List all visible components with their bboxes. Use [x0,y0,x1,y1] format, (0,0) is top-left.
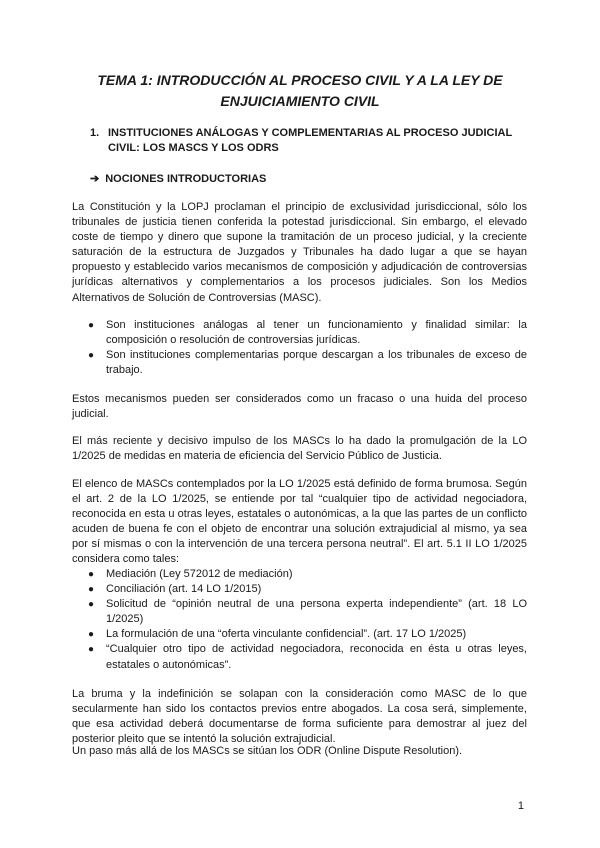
list-item: ● Mediación (Ley 572012 de mediación) [72,567,527,582]
paragraph-elenco: El elenco de MASCs contemplados por la LO 1/2025 está definido de forma brumosa. Según el art. 2 de la LO 1/2025, se entiende por tal “cualquier tipo de actividad negociadora, reconocida en esta u otras leyes, estatales o autonómicas, a la que las partes de un conflicto acuden de buena fe con el objeto de encontrar una solución extrajudicial al mismo, ya sea por sí mismas o con la intervención de una tercera persona neutral”. El art. 5.1 II LO 1/2025 considera como tales: [72,478,527,566]
list-item: ● Son instituciones complementarias porque descargan a los tribunales de exceso de trabajo. [88,349,527,377]
section-heading [90,126,540,156]
paragraph-bruma: La bruma y la indefinición se solapan con la consideración como MASC de lo que secularmente han sido los contactos previos entre abogados. La cosa será, simplemente, que esa actividad deberá documentarse de forma suficiente para demostrar al juez del posterior pleito que se intentó la solución extrajudicial. [72,688,527,746]
paragraph-failure: Estos mecanismos pueden ser considerados como un fracaso o una huida del proceso judicial. [72,393,527,421]
page-number: 1 [517,800,524,812]
list-item: ● Solicitud de “opinión neutral de una persona experta independiente” (art. 18 LO 1/2025) [88,598,527,626]
section-number: 1. [90,127,100,139]
bullet-icon: ● [88,350,95,362]
section-title: INSTITUCIONES ANÁLOGAS Y COMPLEMENTARIAS AL PROCESO JUDICIAL CIVIL: LOS MASCS Y LOS ODRS [108,127,512,154]
subsection-title: NOCIONES INTRODUCTORIAS [105,173,267,185]
paragraph-impulse: El más reciente y decisivo impulso de los MASCs lo ha dado la promulgación de la LO 1/2025 de medidas en materia de eficiencia del Servicio Público de Justicia. [72,435,527,463]
bullet-icon: ● [88,644,95,656]
bullet-list-masc-types [72,567,527,673]
bullet-icon: ● [88,569,95,580]
bullet-icon: ● [88,320,95,331]
bullet-icon: ● [88,584,95,596]
bullet-icon: ● [88,629,95,641]
subsection-heading [90,172,266,187]
list-item: ● “Cualquier otro tipo de actividad negociadora, reconocida en ésta u otras leyes, estatales o autonómicas”. [88,643,527,671]
arrow-right-icon: ➔ [90,173,100,185]
list-item: ● La formulación de una “oferta vinculante confidencial”. (art. 17 LO 1/2025) [72,627,527,642]
paragraph-odr: Un paso más allá de los MASCs se sitúan los ODR (Online Dispute Resolution). [72,745,463,757]
bullet-list-institutions [72,318,527,378]
paragraph-intro: La Constitución y la LOPJ proclaman el principio de exclusividad jurisdiccional, sólo los tribunales de justicia tienen conferida la potestad jurisdiccional. Sin embargo, el elevado coste de tiempo y dinero que supone la tramitación de un proceso judicial, y la creciente saturación de la estructura de Juzgados y Tribunales ha dado lugar a que se hayan propuesto y establecido varios mecanismos de composición y adjudicación de controversias jurídicas alternativos y complementarios a los procesos judiciales. Son los Medios Alternativos de Solución de Controversias (MASC). [72,201,527,304]
list-item: ● Conciliación (art. 14 LO 1/2015) [72,582,527,597]
bullet-icon: ● [88,599,95,611]
page-title: TEMA 1: INTRODUCCIÓN AL PROCESO CIVIL Y A LA LEY DE ENJUICIAMIENTO CIVIL [97,72,503,109]
list-item: ● Son instituciones análogas al tener un funcionamiento y finalidad similar: la composición o resolución de controversias jurídicas. [88,319,527,347]
